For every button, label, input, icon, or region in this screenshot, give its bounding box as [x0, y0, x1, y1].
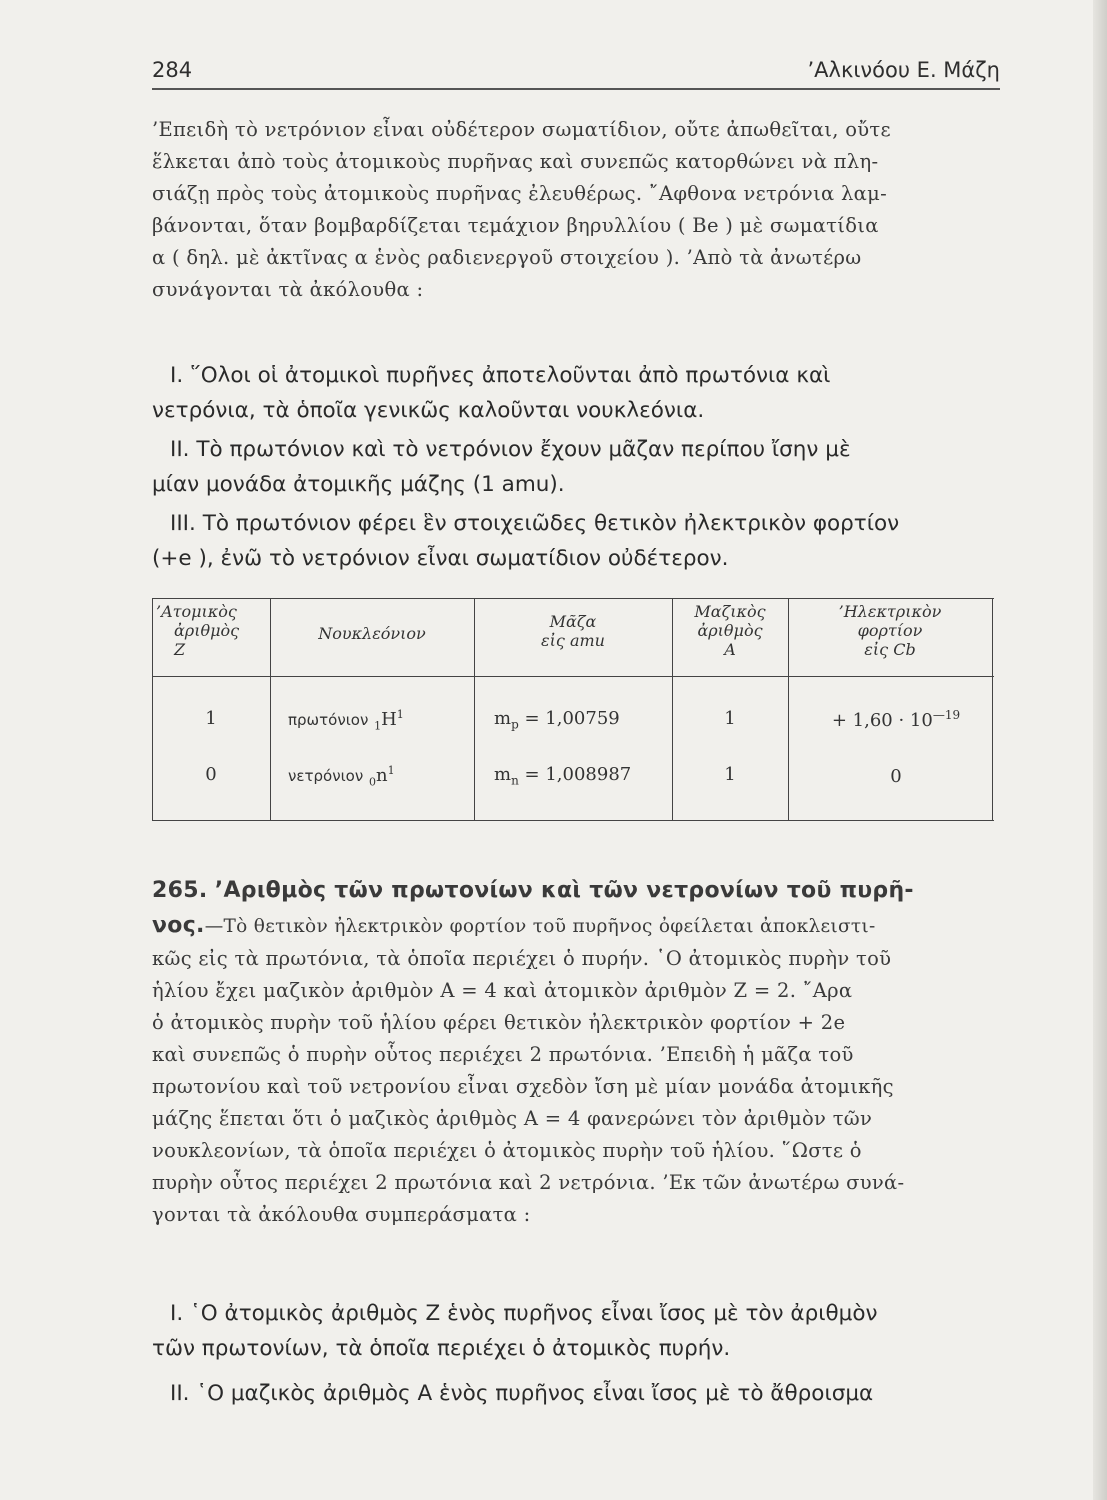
fact-2-line-1: ΙΙ. Τὸ πρωτόνιον καὶ τὸ νετρόνιον ἔχουν μᾶζαν περίπου ἴσην μὲ [170, 437, 851, 462]
text-line: νουκλεονίων, τὰ ὁποῖα περιέχει ὁ ἀτομικὸς πυρὴν τοῦ ἡλίου. ῞Ωστε ὁ [152, 1139, 862, 1162]
header-mass-number: Μαζικὸς ἀριθμὸς A [694, 602, 766, 659]
intro-paragraph [152, 114, 1000, 306]
conclusion-1-line-2: τῶν πρωτονίων, τὰ ὁποῖα περιέχει ὁ ἀτομικὸς πυρήν. [152, 1336, 731, 1361]
header-nucleon: Νουκλεόνιον [318, 624, 426, 643]
conclusion-list [152, 1296, 1000, 1411]
fact-2-line-2: μίαν μονάδα ἀτομικῆς μάζης (1 amu). [152, 472, 565, 497]
table-vline [270, 598, 271, 820]
conclusion-2-line-1: ΙΙ. ῾Ο μαζικὸς ἀριθμὸς A ἑνὸς πυρῆνος εἶναι ἴσος μὲ τὸ ἄθροισμα [170, 1381, 874, 1406]
nucleon-table [152, 598, 994, 822]
row-2-mass: $m_n = 1,008987$ [494, 764, 632, 788]
header-charge: ’Ηλεκτρικὸν φορτίον εἰς Cb [838, 602, 942, 659]
fact-1-line-1: Ι. ῞Ολοι οἱ ἀτομικοὶ πυρῆνες ἀποτελοῦνται ἀπὸ πρωτόνια καὶ [170, 363, 831, 388]
text-line: κῶς εἰς τὰ πρωτόνια, τὰ ὁποῖα περιέχει ὁ πυρήν. ῾Ο ἀτομικὸς πυρὴν τοῦ [152, 947, 892, 970]
table-header-rule [152, 676, 994, 677]
text-line: ’Επειδὴ τὸ νετρόνιον εἶναι οὐδέτερον σωματίδιον, οὔτε ἀπωθεῖται, οὔτε [152, 118, 891, 141]
text-line: πυρὴν οὗτος περιέχει 2 πρωτόνια καὶ 2 νετρόνια. ’Εκ τῶν ἀνωτέρω συνά- [152, 1171, 905, 1194]
running-head-author: ’Αλκινόου Ε. Μάζη [807, 58, 1000, 82]
row-1-nucleon: πρωτόνιον $_1H^1$ [288, 708, 404, 733]
text-line: πρωτονίου καὶ τοῦ νετρονίου εἶναι σχεδὸν ἴση μὲ μίαν μονάδα ἀτομικῆς [152, 1075, 894, 1098]
text-line: σιάζῃ πρὸς τοὺς ἀτομικοὺς πυρῆνας ἐλευθέρως. ῎Αφθονα νετρόνια λαμ- [152, 182, 887, 205]
header-mass: Μᾶζα εἰς amu [541, 612, 605, 650]
row-1-mass-number: 1 [724, 708, 736, 729]
text-line: συνάγονται τὰ ἀκόλουθα : [152, 278, 424, 301]
text-line: α ( δηλ. μὲ ἀκτῖνας α ἑνὸς ραδιενεργοῦ στοιχείου ). ’Απὸ τὰ ἀνωτέρω [152, 246, 862, 269]
text-line: ἕλκεται ἀπὸ τοὺς ἀτομικοὺς πυρῆνας καὶ συνεπῶς κατορθώνει νὰ πλη- [152, 150, 879, 173]
section-heading [152, 872, 1000, 910]
section-first-line: νος.—Τὸ θετικὸν ἠλεκτρικὸν φορτίον τοῦ πυρῆνος ὀφείλεται ἀποκλειστι- [152, 913, 876, 938]
row-1-charge: + $1,60 \cdot 10^{—19}$ [831, 708, 961, 731]
section-265 [152, 872, 1000, 1231]
fact-1-line-2: νετρόνια, τὰ ὁποῖα γενικῶς καλοῦνται νουκλεόνια. [152, 398, 705, 423]
section-number: 265. [152, 878, 208, 903]
table-vline [474, 598, 475, 820]
table-top-rule [152, 598, 994, 599]
text-line: μάζης ἕπεται ὅτι ὁ μαζικὸς ἀριθμὸς A = 4 φανερώνει τὸν ἀριθμὸν τῶν [152, 1107, 873, 1130]
text-line: ἡλίου ἔχει μαζικὸν ἀριθμὸν A = 4 καὶ ἀτομικὸν ἀριθμὸν Z = 2. ῎Αρα [152, 979, 853, 1002]
row-1-mass: $m_p = 1,00759$ [494, 708, 620, 732]
text-line: βάνονται, ὅταν βομβαρδίζεται τεμάχιον βηρυλλίου ( Be ) μὲ σωματίδια [152, 214, 879, 237]
row-1-z: 1 [205, 708, 217, 729]
row-2-charge: 0 [890, 766, 902, 787]
text-line: γονται τὰ ἀκόλουθα συμπεράσματα : [152, 1203, 531, 1226]
fact-3-line-2: (+e ), ἐνῶ τὸ νετρόνιον εἶναι σωματίδιον οὐδέτερον. [152, 546, 729, 571]
section-title: ’Αριθμὸς τῶν πρωτονίων καὶ τῶν νετρονίων τοῦ πυρῆ- [214, 878, 914, 903]
text-line: καὶ συνεπῶς ὁ πυρὴν οὗτος περιέχει 2 πρωτόνια. ’Επειδὴ ἡ μᾶζα τοῦ [152, 1043, 854, 1066]
row-2-mass-number: 1 [724, 764, 736, 785]
page-header [152, 52, 1000, 90]
header-atomic-number: ’Ατομικὸς ἀριθμὸς Z [156, 602, 240, 659]
text-line: ὁ ἀτομικὸς πυρὴν τοῦ ἡλίου φέρει θετικὸν ἠλεκτρικὸν φορτίον + 2e [152, 1011, 846, 1034]
page-edge [1093, 0, 1107, 1500]
page-number: 284 [152, 58, 193, 82]
fact-3-line-1: ΙΙΙ. Τὸ πρωτόνιον φέρει ἓν στοιχειῶδες θετικὸν ἠλεκτρικὸν φορτίον [170, 511, 900, 536]
table-bottom-rule [152, 820, 994, 821]
table-vline [672, 598, 673, 820]
conclusion-1-line-1: Ι. ῾Ο ἀτομικὸς ἀριθμὸς Z ἑνὸς πυρῆνος εἶναι ἴσος μὲ τὸν ἀριθμὸν [170, 1301, 878, 1326]
row-2-nucleon: νετρόνιον $_0n^1$ [288, 764, 395, 789]
table-vline [788, 598, 789, 820]
fact-list [152, 358, 1000, 576]
row-2-z: 0 [205, 764, 217, 785]
